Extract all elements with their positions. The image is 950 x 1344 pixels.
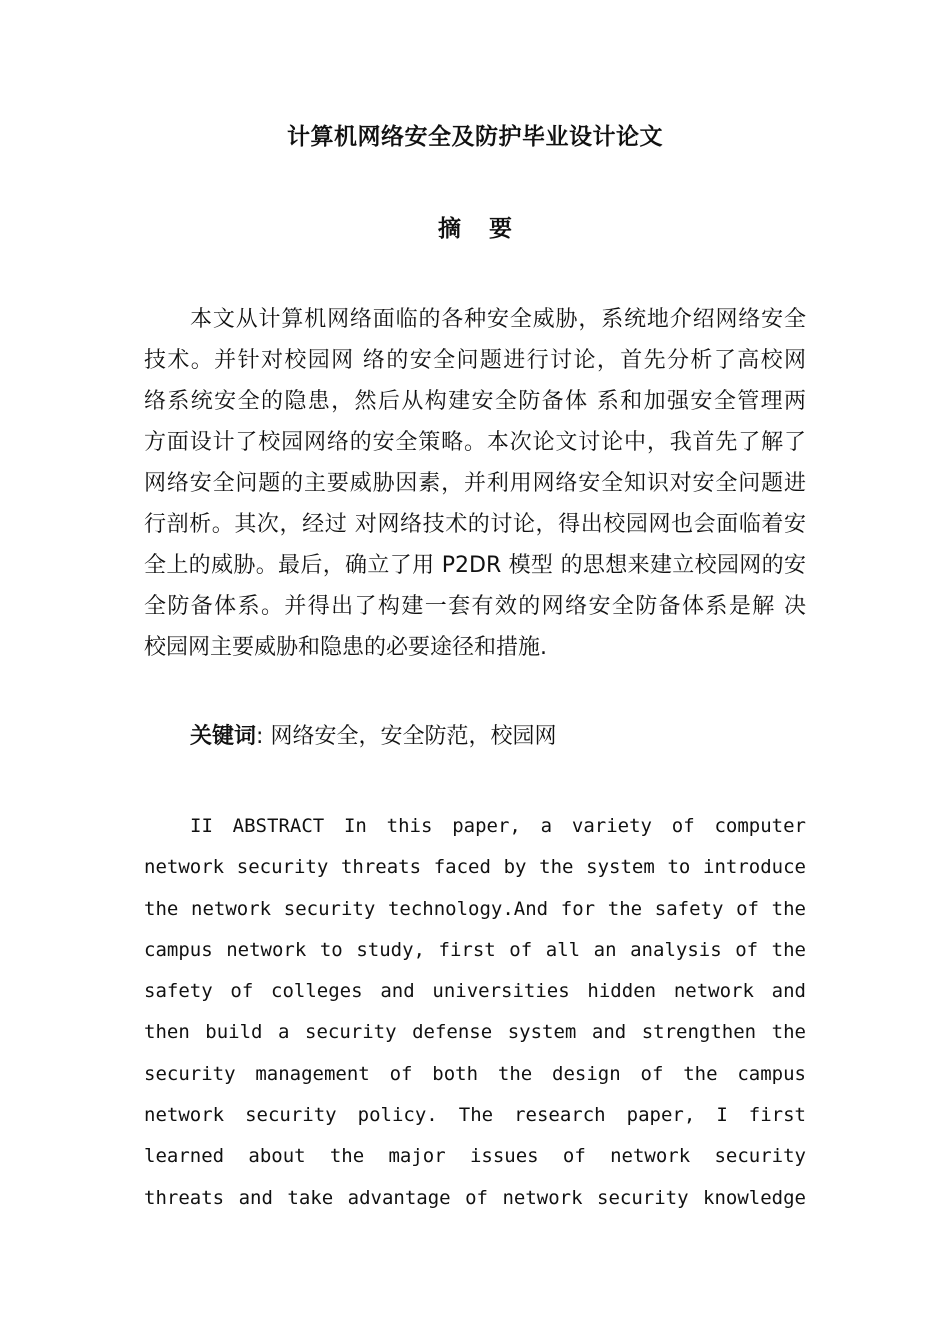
abstract-en-line: campus network to study, first of all an analysis of the [144, 938, 806, 961]
abstract-cn-line: 技术。并针对校园网 络的安全问题进行讨论，首先分析了高校网 [144, 348, 806, 373]
abstract-cn-line: 网络安全问题的主要威胁因素，并利用网络安全知识对安全问题进 [144, 471, 806, 496]
abstract-en-line: then build a security defense system and strengthen the [144, 1021, 806, 1044]
abstract-en-line: learned about the major issues of network security [144, 1145, 806, 1168]
abstract-cn-line: 方面设计了校园网络的安全策略。本次论文讨论中，我首先了解了 [144, 430, 806, 455]
abstract-cn-line: 本文从计算机网络面临的各种安全威胁，系统地介绍网络安全 [190, 307, 806, 332]
abstract-cn-line: 络系统安全的隐患，然后从构建安全防备体 系和加强安全管理两 [144, 389, 806, 414]
abstract-en-line: II ABSTRACT In this paper, a variety of computer [190, 815, 806, 837]
keywords-line [190, 718, 806, 756]
abstract-en [144, 806, 806, 1219]
abstract-cn [144, 299, 806, 668]
abstract-en-line: threats and take advantage of network security knowledge [144, 1186, 806, 1209]
abstract-cn-line: 全防备体系。并得出了构建一套有效的网络安全防备体系是解 决 [144, 594, 806, 619]
keywords-value: 网络安全，安全防范，校园网 [270, 724, 557, 749]
abstract-cn-line: 全上的威胁。最后，确立了用 P2DR 模型 的思想来建立校园网的安 [144, 553, 806, 578]
abstract-en-line: network security threats faced by the system to introduce [144, 856, 806, 879]
abstract-en-line: network security policy. The research paper, I first [144, 1104, 806, 1127]
keywords-label: 关键词 [190, 724, 257, 749]
abstract-en-line: security management of both the design of the campus [144, 1062, 806, 1085]
keywords-separator: : [256, 724, 264, 749]
abstract-cn-line: 行剖析。其次，经过 对网络技术的讨论，得出校园网也会面临着安 [144, 512, 806, 537]
document-title: 计算机网络安全及防护毕业设计论文 [287, 124, 663, 150]
abstract-en-line: the network security technology.And for the safety of the [144, 897, 806, 920]
abstract-cn-line: 校园网主要威胁和隐患的必要途径和措施. [144, 635, 547, 660]
abstract-en-line: safety of colleges and universities hidden network and [144, 980, 806, 1003]
abstract-heading: 摘要 [438, 216, 540, 242]
